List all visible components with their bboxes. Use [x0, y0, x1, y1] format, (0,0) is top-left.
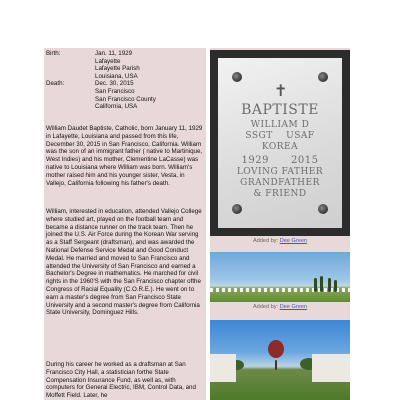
- headstone-years: 1929 2015: [241, 155, 319, 166]
- death-state: California, USA: [95, 103, 138, 111]
- birth-date: Jan. 11, 1929: [95, 50, 133, 57]
- birth-state: Louisiana, USA: [95, 72, 138, 80]
- headstone-given-name: WILLIAM D: [250, 120, 310, 130]
- death-details: [95, 80, 156, 110]
- birth-city: Lafayette: [95, 57, 121, 65]
- mausoleum-wall: [312, 354, 350, 382]
- bio-paragraph-3: During his career he worked as a draftsman at San Francisco City Hall, a statistician forthe State Compensation Insurance Fund, as well as, with computers for General Electric, IBM, Control Data, and Moffett Field. Later, he: [46, 361, 196, 400]
- contributor-link[interactable]: Dee Green: [279, 238, 308, 244]
- contributor-link[interactable]: Dee Green: [279, 304, 308, 310]
- vital-facts: [46, 50, 206, 111]
- cemetery-photo-1[interactable]: [210, 252, 350, 302]
- headstone-war: KOREA: [261, 142, 299, 152]
- bio-paragraph-2: William, interested in education, attended Vallejo College where studied art, played on the football team and became a distance runner on the track team. Then he joined the U.S. Air Force during the Korean War serving as a Staff Sergeant (draftsman), and was awarded the National Defense Service Medal and Good Conduct Medal. He married and moved to San Francisco and attended the University of San Francisco and earned a Bachelor's Degree in mathematics. He marched for civil rights in the 1960'S with the San Francisco chapter ofthe Congress of Racial Equality (C.O.R.E.). He went on to earn a master's degree from San Francisco State University and a second master's degree from California State University, Dominguez Hills.: [46, 208, 202, 317]
- corner-bolt-icon: [318, 204, 328, 214]
- caption-prefix: Added by:: [252, 238, 280, 244]
- death-label: Death:: [46, 80, 65, 88]
- death-city: San Francisco: [95, 87, 135, 95]
- birth-parish: Lafayette Parish: [95, 65, 140, 73]
- death-county: San Francisco County: [95, 95, 156, 103]
- photo-caption-1: [210, 238, 350, 244]
- headstone-epitaph-3: & FRIEND: [253, 189, 307, 199]
- death-row: [46, 80, 206, 110]
- birth-label: Birth:: [46, 50, 61, 57]
- photo-caption-2: [210, 304, 350, 310]
- caption-prefix: Added by:: [252, 304, 280, 310]
- bio-paragraph-1: William Daudet Baptiste, Catholic, born January 11, 1929 in Lafayette, Louisiana and passed from this life, December 30, 2015 in San Francisco, California. William was the son of an immigrant father ( native to Martinique, West Indies) and his mother, Clementine LaCasse) was native to Louisiana where William was born. William's mother raised him and his younger sister, Vesta, in Vallejo, California following his father's death.: [46, 125, 203, 187]
- headstone-surname: BAPTISTE: [241, 102, 319, 118]
- headstone-epitaph-1: LOVING FATHER: [236, 167, 324, 177]
- photo-column: [210, 48, 350, 400]
- corner-bolt-icon: [232, 204, 242, 214]
- mausoleum-wall: [210, 354, 236, 382]
- death-date: Dec. 30, 2015: [95, 80, 134, 88]
- birth-details: [95, 50, 140, 80]
- birth-row: [46, 50, 206, 80]
- red-maple-tree: [268, 340, 284, 358]
- cypress-tree: [328, 278, 331, 292]
- corner-bolt-icon: [318, 72, 328, 82]
- headstone-epitaph-2: GRANDFATHER: [240, 178, 320, 188]
- corner-bolt-icon: [232, 72, 242, 82]
- cypress-tree: [314, 278, 317, 292]
- latin-cross-icon: ✝: [274, 81, 288, 100]
- cypress-tree: [320, 276, 323, 292]
- headstone-rank: SSGT USAF: [245, 131, 315, 141]
- headstone-stone: [218, 58, 342, 228]
- memorial-bio-panel: [44, 48, 206, 400]
- cypress-tree: [334, 280, 337, 292]
- cemetery-photo-2[interactable]: [210, 320, 350, 400]
- headstone-photo[interactable]: [210, 50, 350, 236]
- tree-trunk: [275, 360, 277, 370]
